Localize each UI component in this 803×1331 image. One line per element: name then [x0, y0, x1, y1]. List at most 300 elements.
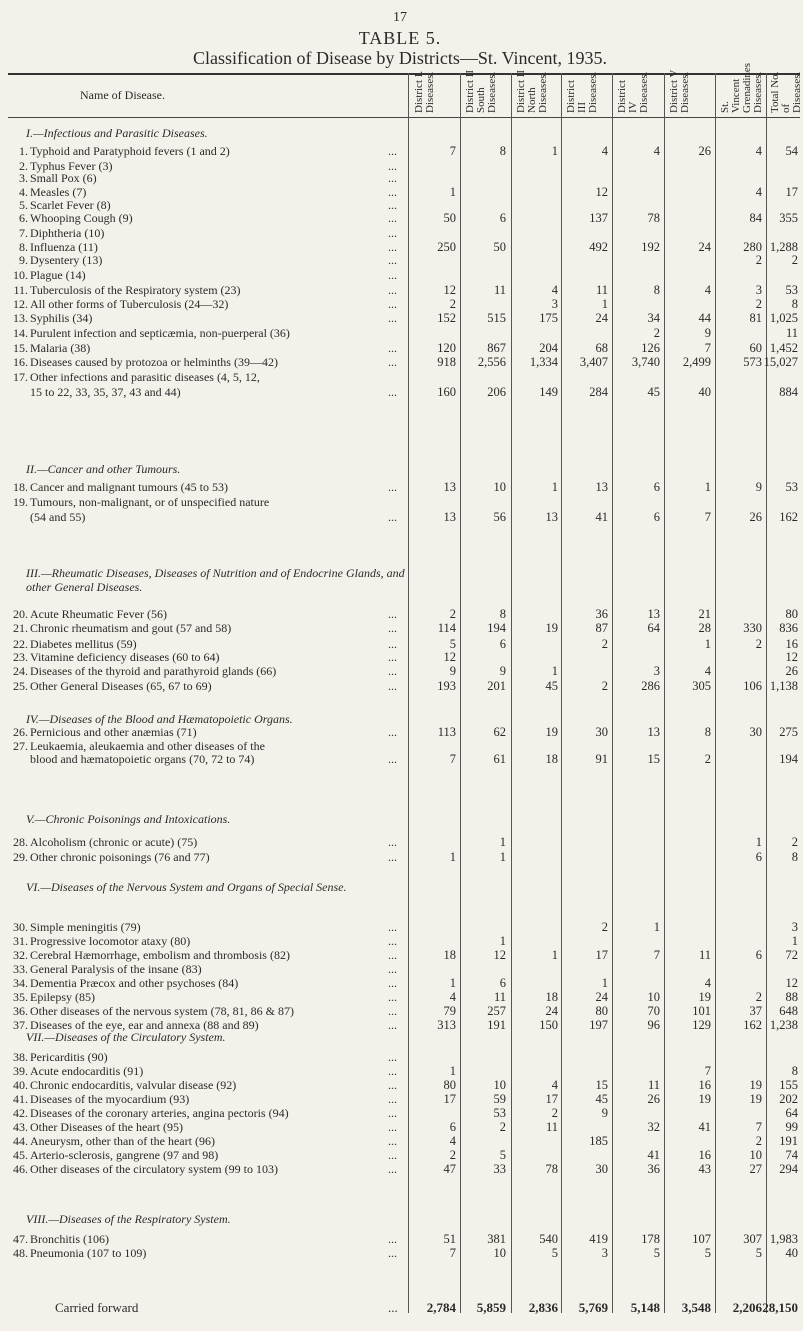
disease-name: Other diseases of the circulatory system (99 to 103) — [30, 1162, 278, 1176]
table-cell: 280 — [743, 240, 762, 254]
table-row — [0, 990, 800, 1004]
table-cell: 2 — [449, 297, 456, 311]
table-cell: 70 — [647, 1004, 660, 1018]
row-number: 46. — [13, 1162, 28, 1176]
table-cell: 5 — [449, 637, 456, 651]
table-cell: 113 — [437, 725, 456, 739]
leader-dots: ... — [388, 1162, 397, 1176]
row-number: 37. — [13, 1018, 28, 1032]
table-cell: 5 — [704, 1246, 711, 1260]
disease-name: Dementia Præcox and other psychoses (84) — [30, 976, 239, 990]
leader-dots: ... — [388, 835, 397, 849]
table-cell: 149 — [539, 385, 558, 399]
table-cell: 107 — [692, 1232, 711, 1246]
table-cell: 7 — [704, 1064, 711, 1078]
table-cell: 80 — [595, 1004, 608, 1018]
disease-name: Small Pox (6) — [30, 171, 97, 185]
table-cell: 7 — [755, 1120, 762, 1134]
table-cell: 4 — [449, 990, 456, 1004]
table-row — [0, 268, 800, 282]
table-cell: 18 — [545, 752, 558, 766]
carried-forward-value: 5,148 — [630, 1300, 660, 1315]
table-cell: 4 — [755, 185, 762, 199]
table-cell: 155 — [779, 1078, 798, 1092]
table-cell: 2 — [704, 752, 711, 766]
table-cell: 191 — [487, 1018, 506, 1032]
table-cell: 36 — [595, 607, 608, 621]
table-cell: 8 — [791, 1064, 798, 1078]
disease-name: blood and hæmatopoietic organs (70, 72 to 74) — [30, 752, 255, 766]
table-row — [0, 976, 800, 990]
table-row — [0, 948, 800, 962]
table-cell: 1 — [449, 1064, 456, 1078]
table-cell: 16 — [785, 637, 798, 651]
row-number: 48. — [13, 1246, 28, 1260]
header-col-district-2-south: District II South Diseases. — [464, 69, 498, 113]
carried-forward-value: 2,784 — [426, 1300, 456, 1315]
disease-name: Cancer and malignant tumours (45 to 53) — [30, 480, 228, 494]
table-row — [0, 1092, 800, 1106]
table-cell: 16 — [698, 1078, 711, 1092]
table-cell: 275 — [779, 725, 798, 739]
row-number: 40. — [13, 1078, 28, 1092]
table-cell: 192 — [641, 240, 660, 254]
table-cell: 419 — [589, 1232, 608, 1246]
table-cell: 12 — [493, 948, 506, 962]
disease-name: Progressive locomotor ataxy (80) — [30, 934, 191, 948]
table-cell: 7 — [449, 144, 456, 158]
table-row — [0, 311, 800, 325]
leader-dots: ... — [388, 990, 397, 1004]
table-cell: 2 — [791, 835, 798, 849]
table-row — [0, 253, 800, 267]
leader-dots: ... — [388, 240, 397, 254]
disease-name: Syphilis (34) — [30, 311, 93, 325]
section-heading: II.—Cancer and other Tumours. — [26, 462, 181, 476]
table-cell: 2,556 — [477, 355, 506, 369]
table-cell: 305 — [692, 679, 711, 693]
disease-name: Dysentery (13) — [30, 253, 103, 267]
table-row — [0, 920, 800, 934]
table-cell: 13 — [647, 607, 660, 621]
table-cell: 4 — [601, 144, 608, 158]
table-cell: 8 — [653, 283, 660, 297]
table-cell: 78 — [647, 211, 660, 225]
table-cell: 6 — [755, 948, 762, 962]
table-row — [0, 752, 800, 766]
table-cell: 19 — [698, 990, 711, 1004]
table-cell: 6 — [653, 510, 660, 524]
disease-name: Measles (7) — [30, 185, 87, 199]
table-cell: 11 — [545, 1120, 558, 1134]
row-number: 11. — [13, 283, 28, 297]
row-number: 44. — [13, 1134, 28, 1148]
leader-dots: ... — [388, 1050, 397, 1064]
row-number: 43. — [13, 1120, 28, 1134]
row-number: 14. — [13, 326, 28, 340]
table-cell: 5 — [755, 1246, 762, 1260]
table-cell: 2 — [449, 1148, 456, 1162]
table-cell: 19 — [749, 1092, 762, 1106]
table-cell: 30 — [595, 1162, 608, 1176]
table-row — [0, 962, 800, 976]
table-row — [0, 850, 800, 864]
header-col-district-1: District I. Diseases. — [413, 70, 436, 113]
table-cell: 3 — [755, 283, 762, 297]
table-cell: 13 — [545, 510, 558, 524]
leader-dots: ... — [388, 1148, 397, 1162]
table-cell: 114 — [437, 621, 456, 635]
table-cell: 1 — [601, 297, 608, 311]
row-number: 35. — [13, 990, 28, 1004]
row-number: 29. — [13, 850, 28, 864]
table-cell: 44 — [698, 311, 711, 325]
table-cell: 60 — [749, 341, 762, 355]
disease-name: Diphtheria (10) — [30, 226, 105, 240]
carried-forward-value: 5,769 — [578, 1300, 608, 1315]
table-cell: 836 — [779, 621, 798, 635]
row-number: 22. — [13, 637, 28, 651]
table-cell: 10 — [749, 1148, 762, 1162]
leader-dots: ... — [388, 920, 397, 934]
table-cell: 62 — [493, 725, 506, 739]
table-cell: 17 — [443, 1092, 456, 1106]
table-cell: 918 — [437, 355, 456, 369]
leader-dots: ... — [388, 1078, 397, 1092]
table-cell: 7 — [653, 948, 660, 962]
table-row — [0, 385, 800, 399]
disease-name: Purulent infection and septicæmia, non-puerperal (36) — [30, 326, 290, 340]
table-cell: 4 — [551, 283, 558, 297]
table-cell: 1 — [499, 934, 506, 948]
disease-name: Typhoid and Paratyphoid fevers (1 and 2) — [30, 144, 230, 158]
disease-name: Bronchitis (106) — [30, 1232, 109, 1246]
disease-name: Malaria (38) — [30, 341, 91, 355]
table-cell: 8 — [499, 144, 506, 158]
carried-forward-label: Carried forward — [55, 1300, 139, 1315]
leader-dots: ... — [388, 480, 397, 494]
row-number: 38. — [13, 1050, 28, 1064]
table-row — [0, 240, 800, 254]
table-cell: 16 — [698, 1148, 711, 1162]
table-row — [0, 198, 800, 212]
leader-dots: ... — [388, 1120, 397, 1134]
table-cell: 492 — [589, 240, 608, 254]
table-cell: 867 — [487, 341, 506, 355]
section-heading: V.—Chronic Poisonings and Intoxications. — [26, 812, 231, 826]
table-row — [0, 739, 800, 753]
table-cell: 250 — [437, 240, 456, 254]
table-cell: 355 — [779, 211, 798, 225]
section-heading: VI.—Diseases of the Nervous System and Organs of Special Sense. — [26, 880, 347, 894]
section-heading: I.—Infectious and Parasitic Diseases. — [26, 126, 208, 140]
table-cell: 36 — [647, 1162, 660, 1176]
table-row — [0, 171, 800, 185]
table-row — [0, 607, 800, 621]
table-cell: 1 — [704, 637, 711, 651]
table-row — [0, 1162, 800, 1176]
disease-name: Pericarditis (90) — [30, 1050, 108, 1064]
table-row — [0, 283, 800, 297]
table-cell: 11 — [493, 283, 506, 297]
table-cell: 12 — [785, 976, 798, 990]
table-cell: 540 — [539, 1232, 558, 1246]
table-row — [0, 211, 800, 225]
table-cell: 8 — [704, 725, 711, 739]
table-row — [0, 144, 800, 158]
table-row — [0, 355, 800, 369]
table-cell: 178 — [641, 1232, 660, 1246]
table-cell: 2 — [499, 1120, 506, 1134]
leader-dots: ... — [388, 510, 397, 524]
disease-name: Other diseases of the nervous system (78, 81, 86 & 87) — [30, 1004, 294, 1018]
table-row — [0, 934, 800, 948]
table-cell: 26 — [785, 664, 798, 678]
table-cell: 573 — [743, 355, 762, 369]
row-number: 21. — [13, 621, 28, 635]
table-cell: 2 — [601, 679, 608, 693]
page-number: 17 — [393, 10, 407, 25]
table-cell: 4 — [551, 1078, 558, 1092]
disease-name: Leukaemia, aleukaemia and other diseases of the — [30, 739, 265, 753]
table-cell: 381 — [487, 1232, 506, 1246]
disease-name: Other chronic poisonings (76 and 77) — [30, 850, 210, 864]
table-cell: 175 — [539, 311, 558, 325]
table-row — [0, 679, 800, 693]
row-number: 23. — [13, 650, 28, 664]
table-cell: 51 — [443, 1232, 456, 1246]
table-cell: 284 — [589, 385, 608, 399]
table-cell: 30 — [749, 725, 762, 739]
row-number: 25. — [13, 679, 28, 693]
table-cell: 4 — [755, 144, 762, 158]
header-col-total: Total No. of Diseases. — [769, 71, 803, 113]
table-row — [0, 370, 800, 384]
leader-dots: ... — [388, 934, 397, 948]
table-cell: 129 — [692, 1018, 711, 1032]
disease-name: Aneurysm, other than of the heart (96) — [30, 1134, 215, 1148]
section-heading: VIII.—Diseases of the Respiratory System. — [26, 1212, 231, 1226]
carried-forward-value: 2,206 — [732, 1300, 762, 1315]
row-number: 19. — [13, 495, 28, 509]
table-row — [0, 1050, 800, 1064]
table-cell: 11 — [493, 990, 506, 1004]
disease-name: Chronic endocarditis, valvular disease (92) — [30, 1078, 237, 1092]
row-number: 7. — [19, 226, 28, 240]
table-cell: 78 — [545, 1162, 558, 1176]
table-cell: 61 — [493, 752, 506, 766]
section-heading: VII.—Diseases of the Circulatory System. — [26, 1030, 226, 1044]
table-cell: 1 — [551, 480, 558, 494]
leader-dots: ... — [388, 1092, 397, 1106]
table-cell: 56 — [493, 510, 506, 524]
table-cell: 2 — [449, 607, 456, 621]
table-row — [0, 725, 800, 739]
table-row — [0, 1148, 800, 1162]
table-cell: 19 — [545, 621, 558, 635]
disease-name: Other General Diseases (65, 67 to 69) — [30, 679, 212, 693]
table-cell: 53 — [493, 1106, 506, 1120]
row-number: 45. — [13, 1148, 28, 1162]
table-cell: 1,138 — [769, 679, 798, 693]
disease-name: Chronic rheumatism and gout (57 and 58) — [30, 621, 232, 635]
table-cell: 8 — [499, 607, 506, 621]
table-cell: 13 — [443, 510, 456, 524]
table-cell: 8 — [791, 850, 798, 864]
leader-dots: ... — [388, 283, 397, 297]
table-cell: 152 — [437, 311, 456, 325]
table-cell: 1,983 — [769, 1232, 798, 1246]
table-row — [0, 1120, 800, 1134]
leader-dots: ... — [388, 621, 397, 635]
table-cell: 9 — [755, 480, 762, 494]
table-cell: 91 — [595, 752, 608, 766]
table-cell: 2 — [791, 253, 798, 267]
table-cell: 13 — [595, 480, 608, 494]
table-cell: 193 — [437, 679, 456, 693]
table-row — [0, 1078, 800, 1092]
header-col-district-2-north: District II North Diseases. — [515, 69, 549, 113]
disease-name: Plague (14) — [30, 268, 86, 282]
disease-name: General Paralysis of the insane (83) — [30, 962, 202, 976]
table-cell: 162 — [743, 1018, 762, 1032]
table-cell: 515 — [487, 311, 506, 325]
table-cell: 1,334 — [529, 355, 558, 369]
table-cell: 1 — [791, 934, 798, 948]
disease-name: Diseases caused by protozoa or helminths (39—42) — [30, 355, 278, 369]
row-number: 5. — [19, 198, 28, 212]
table-cell: 6 — [499, 211, 506, 225]
table-cell: 294 — [779, 1162, 798, 1176]
row-number: 10. — [13, 268, 28, 282]
table-cell: 26 — [749, 510, 762, 524]
table-subtitle: Classification of Disease by Districts—St. Vincent, 1935. — [192, 48, 608, 68]
table-cell: 7 — [704, 510, 711, 524]
table-cell: 7 — [704, 341, 711, 355]
table-cell: 87 — [595, 621, 608, 635]
table-cell: 79 — [443, 1004, 456, 1018]
table-cell: 12 — [595, 185, 608, 199]
table-row — [0, 226, 800, 240]
table-cell: 3 — [551, 297, 558, 311]
table-cell: 68 — [595, 341, 608, 355]
table-cell: 41 — [698, 1120, 711, 1134]
table-cell: 19 — [545, 725, 558, 739]
header-rule — [8, 117, 800, 118]
table-cell: 84 — [749, 211, 762, 225]
table-cell: 12 — [443, 283, 456, 297]
table-cell: 53 — [785, 283, 798, 297]
table-row — [0, 1018, 800, 1032]
leader-dots: ... — [388, 1004, 397, 1018]
row-number: 24. — [13, 664, 28, 678]
row-number: 9. — [19, 253, 28, 267]
table-cell: 313 — [437, 1018, 456, 1032]
disease-name: Cerebral Hæmorrhage, embolism and thrombosis (82) — [30, 948, 290, 962]
table-cell: 5 — [551, 1246, 558, 1260]
row-number: 3. — [19, 171, 28, 185]
table-cell: 27 — [749, 1162, 762, 1176]
table-cell: 43 — [698, 1162, 711, 1176]
table-cell: 4 — [704, 283, 711, 297]
table-cell: 17 — [595, 948, 608, 962]
table-cell: 197 — [589, 1018, 608, 1032]
table-cell: 1 — [551, 144, 558, 158]
table-cell: 150 — [539, 1018, 558, 1032]
table-row — [0, 1246, 800, 1260]
table-cell: 54 — [785, 144, 798, 158]
disease-name: Diseases of the eye, ear and annexa (88 and 89) — [30, 1018, 259, 1032]
leader-dots: ... — [388, 1106, 397, 1120]
leader-dots: ... — [388, 144, 397, 158]
table-cell: 17 — [785, 185, 798, 199]
disease-name: Pneumonia (107 to 109) — [30, 1246, 147, 1260]
table-cell: 9 — [601, 1106, 608, 1120]
table-cell: 9 — [499, 664, 506, 678]
row-number: 8. — [19, 240, 28, 254]
section-heading: IV.—Diseases of the Blood and Hæmatopoietic Organs. — [26, 712, 293, 726]
carried-forward-value: 3,548 — [681, 1300, 711, 1315]
disease-name: Pernicious and other anæmias (71) — [30, 725, 197, 739]
table-cell: 5 — [653, 1246, 660, 1260]
table-row — [0, 835, 800, 849]
table-row — [0, 1134, 800, 1148]
table-cell: 7 — [449, 1246, 456, 1260]
leader-dots: ... — [388, 171, 397, 185]
row-number: 32. — [13, 948, 28, 962]
leader-dots: ... — [388, 850, 397, 864]
leader-dots: ... — [388, 185, 397, 199]
table-cell: 41 — [647, 1148, 660, 1162]
table-cell: 6 — [499, 976, 506, 990]
table-cell: 204 — [539, 341, 558, 355]
leader-dots: ... — [388, 159, 397, 173]
table-cell: 13 — [647, 725, 660, 739]
disease-name: Epilepsy (85) — [30, 990, 95, 1004]
leader-dots: ... — [388, 385, 397, 399]
table-cell: 12 — [443, 650, 456, 664]
leader-dots: ... — [388, 679, 397, 693]
table-cell: 24 — [545, 1004, 558, 1018]
table-cell: 11 — [698, 948, 711, 962]
leader-dots: ... — [388, 976, 397, 990]
table-cell: 19 — [749, 1078, 762, 1092]
table-cell: 45 — [647, 385, 660, 399]
leader-dots: ... — [388, 1018, 397, 1032]
row-number: 34. — [13, 976, 28, 990]
table-row — [0, 1232, 800, 1246]
disease-name: Tumours, non-malignant, or of unspecified nature — [30, 495, 270, 509]
disease-name: Other Diseases of the heart (95) — [30, 1120, 183, 1134]
row-number: 16. — [13, 355, 28, 369]
header-name-of-disease: Name of Disease. — [80, 88, 165, 102]
table-cell: 1 — [499, 850, 506, 864]
table-cell: 72 — [785, 948, 798, 962]
disease-name: Typhus Fever (3) — [30, 159, 113, 173]
carried-forward-value: 5,859 — [476, 1300, 506, 1315]
table-cell: 3,407 — [579, 355, 608, 369]
leader-dots: ... — [388, 1134, 397, 1148]
table-row — [0, 480, 800, 494]
table-cell: 74 — [785, 1148, 798, 1162]
table-row — [0, 664, 800, 678]
row-number: 39. — [13, 1064, 28, 1078]
row-number: 33. — [13, 962, 28, 976]
carried-forward-value: 28,150 — [762, 1300, 798, 1315]
table-cell: 2 — [653, 326, 660, 340]
table-cell: 4 — [704, 664, 711, 678]
row-number: 6. — [19, 211, 28, 225]
